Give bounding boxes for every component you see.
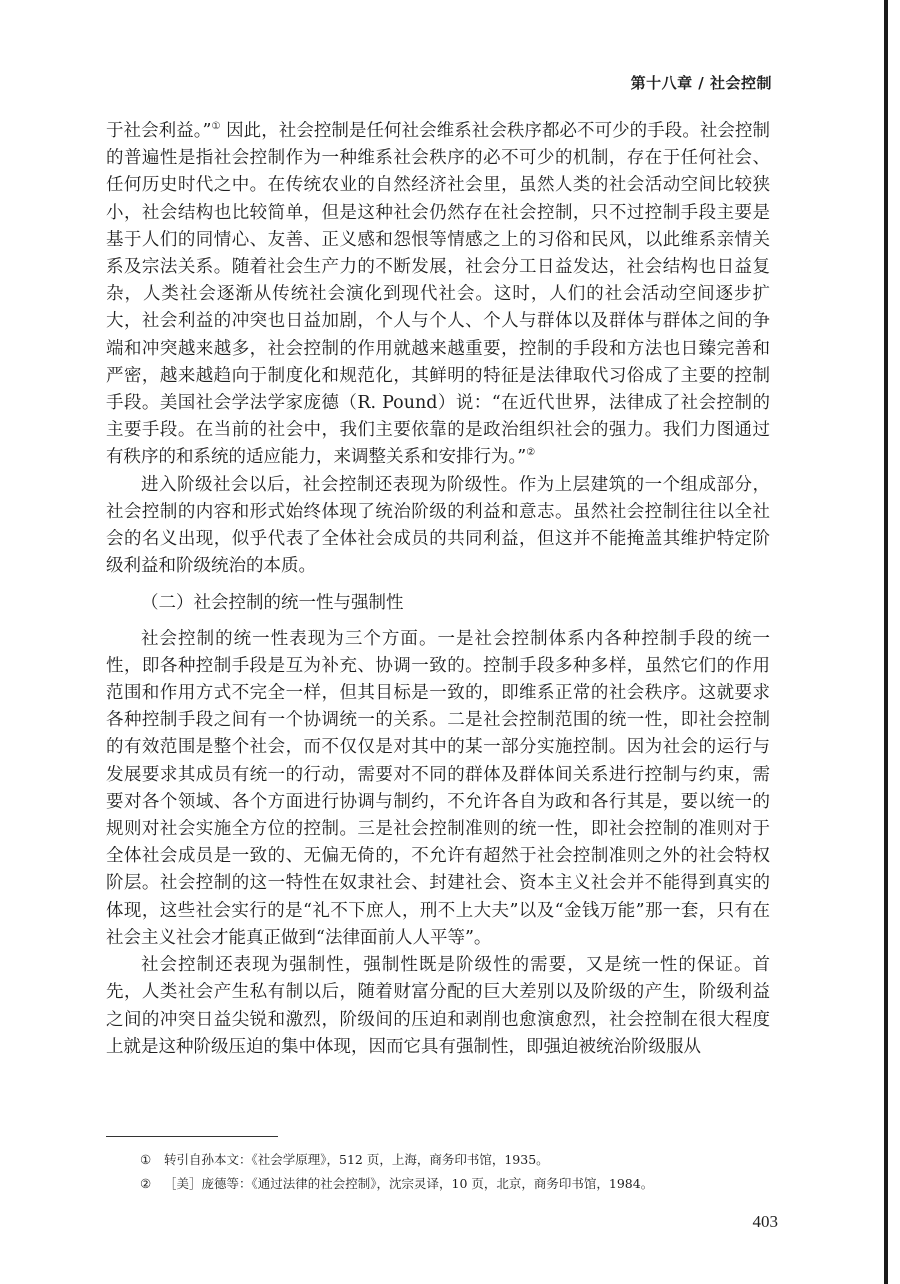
footnote-1-text: 转引自孙本文：《社会学原理》，512 页，上海，商务印书馆，1935。 — [164, 1152, 549, 1167]
footnote-divider — [106, 1136, 278, 1137]
footnote-2-text: ［美］庞德等：《通过法律的社会控制》，沈宗灵译，10 页，北京，商务印书馆，1984。 — [164, 1176, 654, 1191]
binding-edge-line — [884, 0, 888, 1284]
paragraph-2: 进入阶级社会以后，社会控制还表现为阶级性。作为上层建筑的一个组成部分，社会控制的内容和形式始终体现了统治阶级的利益和意志。虽然社会控制往往以全社会的名义出现，似乎代表了全体社会成员的共同利益，但这并不能掩盖其维护特定阶级利益和阶级统治的本质。 — [106, 474, 770, 577]
paragraph-4: 社会控制还表现为强制性，强制性既是阶级性的需要，又是统一性的保证。首先，人类社会产生私有制以后，随着财富分配的巨大差别以及阶级的产生，阶级利益之间的冲突日益尖锐和激烈，阶级间的压迫和剥削也愈演愈烈，社会控制在很大程度上就是这种阶级压迫的集中体现，因而它具有强制性，即强迫被统治阶级服从 — [106, 955, 770, 1057]
paragraph-3: 社会控制的统一性表现为三个方面。一是社会控制体系内各种控制手段的统一性，即各种控制手段是互为补充、协调一致的。控制手段多种多样，虽然它们的作用范围和作用方式不完全一样，但其目标是一致的，即维系正常的社会秩序。这就要求各种控制手段之间有一个协调统一的关系。二是社会控制范围的统一性，即社会控制的有效范围是整个社会，而不仅仅是对其中的某一部分实施控制。因为社会的运行与发展要求其成员有统一的行动，需要对不同的群体及群体间关系进行控制与约束，需要对各个领域、各个方面进行协调与制约，不允许各自为政和各行其是，要以统一的规则对社会实施全方位的控制。三是社会控制准则的统一性，即社会控制的准则对于全体社会成员是一致的、无偏无倚的，不允许有超然于社会控制准则之外的社会特权阶层。社会控制的这一特性在奴隶社会、封建社会、资本主义社会并不能得到真实的体现，这些社会实行的是“礼不下庶人，刑不上大夫”以及“金钱万能”那一套，只有在社会主义社会才能真正做到“法律面前人人平等”。 — [106, 628, 770, 948]
paragraph-1 — [106, 118, 770, 472]
footnote-ref-2[interactable]: ② — [526, 447, 536, 459]
footnote-ref-1[interactable]: ① — [211, 121, 221, 133]
body-text — [106, 118, 770, 1061]
paragraph-1-start: 于社会利益。” — [106, 121, 212, 141]
running-head-chapter-title: 第十八章 / 社会控制 — [630, 74, 772, 92]
footnote-1-mark: ① — [140, 1152, 152, 1167]
paragraph-1-rest: 因此，社会控制是任何社会维系社会秩序都必不可少的手段。社会控制的普遍性是指社会控制作为一种维系社会秩序的必不可少的机制，存在于任何社会、任何历史时代之中。在传统农业的自然经济社会里，虽然人类的社会活动空间比较狭小，社会结构也比较简单，但是这种社会仍然存在社会控制，只不过控制手段主要是基于人们的同情心、友善、正义感和怨恨等情感之上的习俗和民风，以此维系亲情关系及宗法关系。随着社会生产力的不断发展，社会分工日益发达，社会结构也日益复杂，人类社会逐渐从传统社会演化到现代社会。这时，人们的社会活动空间逐步扩大，社会利益的冲突也日益加剧，个人与个人、个人与群体以及群体与群体之间的争端和冲突越来越多，社会控制的作用就越来越重要，控制的手段和方法也日臻完善和严密，越来越趋向于制度化和规范化，其鲜明的特征是法律取代习俗成了主要的控制手段。美国社会学法学家庞德（R. Pound）说：“在近代世界，法律成了社会控制的主要手段。在当前的社会中，我们主要依靠的是政治组织社会的强力。我们力图通过有秩序的和系统的适应能力，来调整关系和安排行为。” — [106, 121, 770, 468]
section-heading: （二）社会控制的统一性与强制性 — [141, 593, 404, 614]
page-number: 403 — [752, 1212, 778, 1231]
footnote-2-mark: ② — [140, 1176, 152, 1191]
footnote-2 — [140, 1172, 780, 1196]
footnotes — [140, 1148, 780, 1196]
footnote-1 — [140, 1148, 780, 1172]
